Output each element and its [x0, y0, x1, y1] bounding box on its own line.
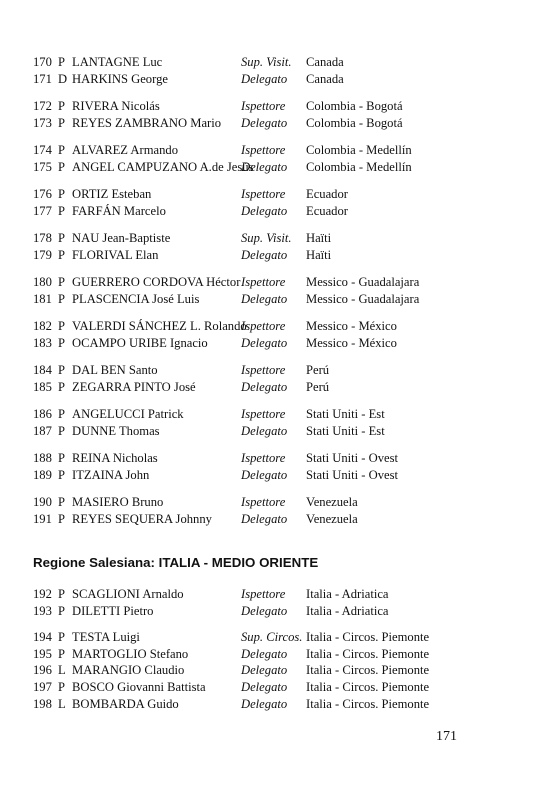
member-number: 175	[33, 160, 52, 174]
member-province: Italia - Circos. Piemonte	[306, 697, 430, 711]
member-province: Italia - Adriatica	[306, 604, 389, 618]
member-role: Ispettore	[241, 319, 286, 333]
member-role: Delegato	[241, 424, 288, 438]
member-name: OCAMPO URIBE Ignacio	[72, 336, 208, 350]
member-name: SCAGLIONI Arnaldo	[72, 587, 184, 601]
member-number: 193	[33, 604, 52, 618]
member-role: Delegato	[241, 160, 288, 174]
member-rank: P	[58, 647, 66, 661]
member-rank: P	[58, 99, 66, 113]
member-name: MARANGIO Claudio	[72, 663, 185, 677]
member-role: Delegato	[241, 72, 288, 86]
member-name: DILETTI Pietro	[72, 604, 154, 618]
member-name: DUNNE Thomas	[72, 424, 160, 438]
member-name: ANGELUCCI Patrick	[72, 407, 184, 421]
member-number: 195	[33, 647, 52, 661]
member-province: Venezuela	[306, 495, 358, 509]
member-rank: P	[58, 380, 66, 394]
member-name: REINA Nicholas	[72, 451, 158, 465]
member-number: 177	[33, 204, 52, 218]
member-number: 184	[33, 363, 52, 377]
member-name: ITZAINA John	[72, 468, 150, 482]
member-rank: P	[58, 55, 66, 69]
member-number: 176	[33, 187, 52, 201]
member-number: 178	[33, 231, 52, 245]
member-rank: P	[58, 680, 66, 694]
member-name: BOMBARDA Guido	[72, 697, 179, 711]
member-role: Delegato	[241, 512, 288, 526]
member-number: 171	[33, 72, 52, 86]
member-number: 170	[33, 55, 52, 69]
member-name: FLORIVAL Elan	[72, 248, 159, 262]
member-rank: P	[58, 630, 66, 644]
member-province: Haïti	[306, 248, 332, 262]
member-role: Ispettore	[241, 143, 286, 157]
member-name: LANTAGNE Luc	[72, 55, 163, 69]
member-name: MARTOGLIO Stefano	[72, 647, 189, 661]
member-name: TESTA Luigi	[72, 630, 140, 644]
member-rank: P	[58, 336, 66, 350]
member-number: 198	[33, 697, 52, 711]
member-province: Canada	[306, 72, 344, 86]
member-province: Italia - Circos. Piemonte	[306, 680, 430, 694]
member-rank: P	[58, 512, 66, 526]
member-role: Sup. Visit.	[241, 55, 292, 69]
member-role: Ispettore	[241, 495, 286, 509]
member-rank: P	[58, 248, 66, 262]
member-province: Italia - Circos. Piemonte	[306, 630, 430, 644]
member-name: MASIERO Bruno	[72, 495, 164, 509]
member-role: Delegato	[241, 468, 288, 482]
member-number: 174	[33, 143, 52, 157]
member-role: Ispettore	[241, 451, 286, 465]
member-province: Perú	[306, 380, 330, 394]
member-role: Delegato	[241, 604, 288, 618]
member-rank: P	[58, 363, 66, 377]
member-rank: P	[58, 204, 66, 218]
member-rank: P	[58, 451, 66, 465]
member-province: Ecuador	[306, 187, 348, 201]
page-number: 171	[436, 729, 457, 744]
member-rank: L	[58, 663, 66, 677]
member-rank: P	[58, 587, 66, 601]
member-number: 191	[33, 512, 52, 526]
member-role: Ispettore	[241, 187, 286, 201]
member-rank: P	[58, 160, 66, 174]
member-province: Colombia - Medellín	[306, 160, 412, 174]
member-role: Ispettore	[241, 363, 286, 377]
member-number: 187	[33, 424, 52, 438]
member-rank: P	[58, 187, 66, 201]
member-number: 186	[33, 407, 52, 421]
member-number: 194	[33, 630, 52, 644]
member-name: BOSCO Giovanni Battista	[72, 680, 206, 694]
member-province: Colombia - Bogotá	[306, 99, 403, 113]
member-role: Delegato	[241, 248, 288, 262]
member-role: Sup. Circos.	[241, 630, 303, 644]
member-role: Ispettore	[241, 407, 286, 421]
member-number: 180	[33, 275, 52, 289]
member-number: 190	[33, 495, 52, 509]
member-rank: P	[58, 424, 66, 438]
member-number: 179	[33, 248, 52, 262]
member-number: 181	[33, 292, 52, 306]
member-number: 188	[33, 451, 52, 465]
member-rank: P	[58, 468, 66, 482]
member-number: 192	[33, 587, 52, 601]
member-role: Delegato	[241, 647, 288, 661]
member-province: Stati Uniti - Ovest	[306, 468, 398, 482]
member-name: NAU Jean-Baptiste	[72, 231, 171, 245]
member-name: REYES ZAMBRANO Mario	[72, 116, 222, 130]
member-name: FARFÁN Marcelo	[72, 204, 166, 218]
member-name: ANGEL CAMPUZANO A.de Jesús	[72, 160, 254, 174]
member-name: ALVAREZ Armando	[72, 143, 178, 157]
member-number: 189	[33, 468, 52, 482]
member-rank: P	[58, 143, 66, 157]
member-role: Ispettore	[241, 587, 286, 601]
member-role: Delegato	[241, 336, 288, 350]
member-rank: P	[58, 116, 66, 130]
member-province: Colombia - Medellín	[306, 143, 412, 157]
member-number: 183	[33, 336, 52, 350]
member-province: Canada	[306, 55, 344, 69]
member-province: Perú	[306, 363, 330, 377]
member-number: 185	[33, 380, 52, 394]
member-name: HARKINS George	[72, 72, 168, 86]
section-title: Regione Salesiana: ITALIA - MEDIO ORIENTE	[33, 555, 319, 570]
member-role: Ispettore	[241, 275, 286, 289]
member-rank: P	[58, 495, 66, 509]
member-name: DAL BEN Santo	[72, 363, 158, 377]
member-rank: P	[58, 275, 66, 289]
member-name: ORTIZ Esteban	[72, 187, 152, 201]
member-number: 197	[33, 680, 52, 694]
member-province: Stati Uniti - Ovest	[306, 451, 398, 465]
member-name: PLASCENCIA José Luis	[72, 292, 200, 306]
member-role: Ispettore	[241, 99, 286, 113]
member-province: Messico - Guadalajara	[306, 292, 420, 306]
member-number: 182	[33, 319, 52, 333]
member-province: Stati Uniti - Est	[306, 407, 385, 421]
member-province: Colombia - Bogotá	[306, 116, 403, 130]
member-province: Italia - Circos. Piemonte	[306, 663, 430, 677]
member-role: Sup. Visit.	[241, 231, 292, 245]
member-province: Italia - Adriatica	[306, 587, 389, 601]
member-role: Delegato	[241, 380, 288, 394]
member-province: Stati Uniti - Est	[306, 424, 385, 438]
member-province: Italia - Circos. Piemonte	[306, 647, 430, 661]
member-province: Venezuela	[306, 512, 358, 526]
member-province: Messico - Guadalajara	[306, 275, 420, 289]
member-rank: P	[58, 292, 66, 306]
member-number: 173	[33, 116, 52, 130]
member-rank: P	[58, 319, 66, 333]
member-province: Ecuador	[306, 204, 348, 218]
member-name: VALERDI SÁNCHEZ L. Rolando	[72, 319, 247, 333]
member-role: Delegato	[241, 204, 288, 218]
member-role: Delegato	[241, 663, 288, 677]
member-province: Haïti	[306, 231, 332, 245]
member-role: Delegato	[241, 292, 288, 306]
member-rank: D	[58, 72, 68, 86]
member-role: Delegato	[241, 116, 288, 130]
member-rank: L	[58, 697, 66, 711]
member-role: Delegato	[241, 697, 288, 711]
member-rank: P	[58, 604, 66, 618]
member-name: RIVERA Nicolás	[72, 99, 160, 113]
member-number: 172	[33, 99, 52, 113]
member-province: Messico - México	[306, 319, 397, 333]
member-name: REYES SEQUERA Johnny	[72, 512, 212, 526]
member-name: ZEGARRA PINTO José	[72, 380, 196, 394]
member-rank: P	[58, 407, 66, 421]
member-role: Delegato	[241, 680, 288, 694]
member-name: GUERRERO CORDOVA Héctor	[72, 275, 241, 289]
member-province: Messico - México	[306, 336, 397, 350]
member-rank: P	[58, 231, 66, 245]
member-number: 196	[33, 663, 52, 677]
